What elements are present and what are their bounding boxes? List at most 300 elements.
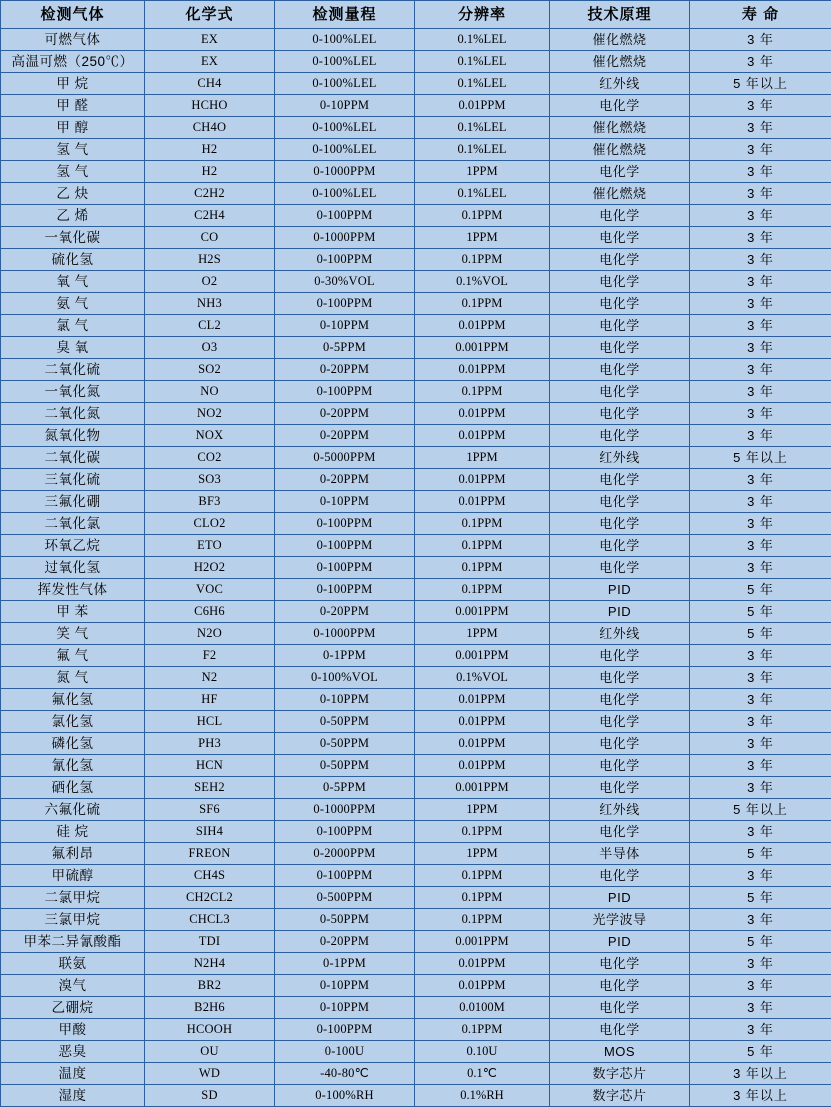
cell-resolution: 0.10U [415, 1041, 550, 1063]
cell-resolution: 0.1PPM [415, 1019, 550, 1041]
cell-formula: CH4O [145, 117, 275, 139]
cell-range: 0-100PPM [275, 535, 415, 557]
cell-resolution: 0.001PPM [415, 337, 550, 359]
cell-formula: ETO [145, 535, 275, 557]
cell-range: 0-5PPM [275, 777, 415, 799]
table-row [1, 205, 831, 227]
cell-lifetime: 5 年以上 [690, 799, 831, 821]
cell-range: 0-20PPM [275, 359, 415, 381]
cell-range: 0-100%LEL [275, 73, 415, 95]
cell-formula: N2H4 [145, 953, 275, 975]
cell-lifetime: 3 年 [690, 403, 831, 425]
cell-resolution: 1PPM [415, 623, 550, 645]
cell-lifetime: 5 年 [690, 623, 831, 645]
cell-lifetime: 3 年 [690, 425, 831, 447]
cell-gas: 二氧化氮 [1, 403, 145, 425]
cell-resolution: 0.1PPM [415, 579, 550, 601]
cell-lifetime: 3 年 [690, 337, 831, 359]
cell-range: 0-1000PPM [275, 799, 415, 821]
cell-formula: H2S [145, 249, 275, 271]
cell-gas: 二氧化碳 [1, 447, 145, 469]
cell-principle: 光学波导 [550, 909, 690, 931]
table-row [1, 293, 831, 315]
cell-gas: 甲 烷 [1, 73, 145, 95]
cell-principle: 红外线 [550, 447, 690, 469]
cell-lifetime: 5 年 [690, 579, 831, 601]
cell-gas: 过氧化氢 [1, 557, 145, 579]
cell-gas: 溴气 [1, 975, 145, 997]
cell-gas: 氟化氢 [1, 689, 145, 711]
cell-principle: 电化学 [550, 953, 690, 975]
table-header-row [1, 1, 831, 29]
cell-resolution: 1PPM [415, 447, 550, 469]
cell-range: 0-1PPM [275, 645, 415, 667]
cell-formula: CH2CL2 [145, 887, 275, 909]
cell-principle: 电化学 [550, 293, 690, 315]
cell-lifetime: 3 年 [690, 227, 831, 249]
cell-gas: 湿度 [1, 1085, 145, 1107]
cell-principle: PID [550, 579, 690, 601]
cell-range: 0-10PPM [275, 975, 415, 997]
cell-range: 0-20PPM [275, 425, 415, 447]
cell-principle: PID [550, 601, 690, 623]
cell-resolution: 0.1%LEL [415, 51, 550, 73]
cell-formula: C6H6 [145, 601, 275, 623]
column-header-resolution: 分辨率 [415, 1, 550, 29]
cell-lifetime: 5 年 [690, 843, 831, 865]
cell-formula: EX [145, 51, 275, 73]
cell-lifetime: 3 年 [690, 271, 831, 293]
cell-formula: HCHO [145, 95, 275, 117]
cell-principle: 电化学 [550, 227, 690, 249]
cell-gas: 一氧化氮 [1, 381, 145, 403]
cell-lifetime: 3 年 [690, 381, 831, 403]
cell-range: 0-100PPM [275, 1019, 415, 1041]
table-row [1, 557, 831, 579]
cell-gas: 三氧化硫 [1, 469, 145, 491]
cell-range: 0-50PPM [275, 755, 415, 777]
cell-range: 0-20PPM [275, 403, 415, 425]
cell-principle: 电化学 [550, 1019, 690, 1041]
cell-range: 0-100U [275, 1041, 415, 1063]
cell-lifetime: 3 年 [690, 491, 831, 513]
cell-lifetime: 3 年 [690, 359, 831, 381]
cell-resolution: 0.1PPM [415, 821, 550, 843]
table-row [1, 139, 831, 161]
cell-range: 0-100%LEL [275, 29, 415, 51]
cell-range: 0-1000PPM [275, 623, 415, 645]
cell-range: 0-100%LEL [275, 51, 415, 73]
cell-resolution: 0.001PPM [415, 601, 550, 623]
column-header-lifetime: 寿 命 [690, 1, 831, 29]
cell-principle: 电化学 [550, 381, 690, 403]
cell-formula: SF6 [145, 799, 275, 821]
cell-resolution: 0.01PPM [415, 733, 550, 755]
cell-lifetime: 3 年 [690, 139, 831, 161]
cell-formula: H2O2 [145, 557, 275, 579]
cell-resolution: 1PPM [415, 227, 550, 249]
column-header-principle: 技术原理 [550, 1, 690, 29]
cell-resolution: 1PPM [415, 843, 550, 865]
cell-resolution: 0.1%LEL [415, 73, 550, 95]
cell-formula: HF [145, 689, 275, 711]
cell-principle: 红外线 [550, 73, 690, 95]
cell-gas: 挥发性气体 [1, 579, 145, 601]
cell-resolution: 0.1℃ [415, 1063, 550, 1085]
cell-range: 0-100PPM [275, 865, 415, 887]
cell-resolution: 0.1PPM [415, 887, 550, 909]
cell-resolution: 0.1PPM [415, 865, 550, 887]
cell-resolution: 0.1%LEL [415, 117, 550, 139]
table-row [1, 711, 831, 733]
cell-formula: CO2 [145, 447, 275, 469]
cell-gas: 高温可燃（250℃） [1, 51, 145, 73]
cell-lifetime: 5 年以上 [690, 447, 831, 469]
cell-formula: CH4 [145, 73, 275, 95]
cell-formula: CL2 [145, 315, 275, 337]
table-row [1, 337, 831, 359]
cell-lifetime: 3 年 [690, 513, 831, 535]
cell-formula: BF3 [145, 491, 275, 513]
cell-gas: 甲苯二异氰酸酯 [1, 931, 145, 953]
cell-principle: 催化燃烧 [550, 29, 690, 51]
cell-range: 0-20PPM [275, 931, 415, 953]
cell-range: 0-10PPM [275, 997, 415, 1019]
table-row [1, 359, 831, 381]
cell-range: 0-100%LEL [275, 117, 415, 139]
cell-principle: 电化学 [550, 403, 690, 425]
cell-lifetime: 3 年 [690, 535, 831, 557]
table-row [1, 689, 831, 711]
table-row [1, 887, 831, 909]
cell-resolution: 0.01PPM [415, 953, 550, 975]
cell-formula: O3 [145, 337, 275, 359]
cell-gas: 甲硫醇 [1, 865, 145, 887]
table-row [1, 447, 831, 469]
table-row [1, 315, 831, 337]
cell-range: 0-50PPM [275, 733, 415, 755]
cell-gas: 一氧化碳 [1, 227, 145, 249]
cell-lifetime: 5 年 [690, 887, 831, 909]
cell-principle: 催化燃烧 [550, 51, 690, 73]
cell-range: 0-100%LEL [275, 139, 415, 161]
cell-gas: 氰化氢 [1, 755, 145, 777]
cell-formula: N2 [145, 667, 275, 689]
cell-lifetime: 3 年 [690, 645, 831, 667]
cell-principle: 半导体 [550, 843, 690, 865]
cell-range: 0-100%VOL [275, 667, 415, 689]
cell-gas: 乙 烯 [1, 205, 145, 227]
cell-gas: 氢 气 [1, 139, 145, 161]
cell-resolution: 0.1PPM [415, 535, 550, 557]
cell-resolution: 0.1%LEL [415, 139, 550, 161]
cell-principle: 电化学 [550, 337, 690, 359]
cell-range: 0-100PPM [275, 249, 415, 271]
cell-formula: CHCL3 [145, 909, 275, 931]
cell-lifetime: 3 年 [690, 29, 831, 51]
cell-formula: N2O [145, 623, 275, 645]
cell-principle: 红外线 [550, 799, 690, 821]
cell-formula: HCL [145, 711, 275, 733]
column-header-formula: 化学式 [145, 1, 275, 29]
cell-principle: 电化学 [550, 733, 690, 755]
cell-resolution: 0.001PPM [415, 931, 550, 953]
cell-lifetime: 3 年 [690, 997, 831, 1019]
cell-gas: 二氧化硫 [1, 359, 145, 381]
cell-gas: 联氨 [1, 953, 145, 975]
cell-lifetime: 3 年 [690, 1019, 831, 1041]
cell-formula: OU [145, 1041, 275, 1063]
cell-range: 0-5000PPM [275, 447, 415, 469]
table-row [1, 799, 831, 821]
cell-formula: WD [145, 1063, 275, 1085]
cell-formula: NOX [145, 425, 275, 447]
cell-lifetime: 3 年 [690, 865, 831, 887]
cell-principle: MOS [550, 1041, 690, 1063]
cell-formula: C2H2 [145, 183, 275, 205]
cell-lifetime: 3 年 [690, 953, 831, 975]
cell-principle: 电化学 [550, 425, 690, 447]
cell-range: 0-100%LEL [275, 183, 415, 205]
table-row [1, 997, 831, 1019]
cell-gas: 硅 烷 [1, 821, 145, 843]
cell-resolution: 0.01PPM [415, 755, 550, 777]
cell-range: 0-10PPM [275, 491, 415, 513]
cell-resolution: 1PPM [415, 161, 550, 183]
table-row [1, 975, 831, 997]
cell-gas: 硒化氢 [1, 777, 145, 799]
cell-resolution: 0.1PPM [415, 249, 550, 271]
cell-gas: 甲 苯 [1, 601, 145, 623]
cell-lifetime: 3 年 [690, 909, 831, 931]
cell-formula: SD [145, 1085, 275, 1107]
cell-resolution: 0.001PPM [415, 777, 550, 799]
cell-resolution: 0.1%LEL [415, 29, 550, 51]
cell-lifetime: 3 年以上 [690, 1085, 831, 1107]
cell-principle: 催化燃烧 [550, 139, 690, 161]
cell-formula: EX [145, 29, 275, 51]
cell-principle: 电化学 [550, 821, 690, 843]
cell-resolution: 0.1PPM [415, 381, 550, 403]
cell-resolution: 0.1PPM [415, 513, 550, 535]
cell-gas: 氯化氢 [1, 711, 145, 733]
table-row [1, 667, 831, 689]
cell-range: 0-1000PPM [275, 227, 415, 249]
cell-range: 0-5PPM [275, 337, 415, 359]
cell-principle: 电化学 [550, 711, 690, 733]
cell-lifetime: 3 年 [690, 315, 831, 337]
cell-lifetime: 3 年 [690, 689, 831, 711]
cell-principle: 数字芯片 [550, 1063, 690, 1085]
column-header-gas: 检测气体 [1, 1, 145, 29]
cell-lifetime: 3 年 [690, 667, 831, 689]
table-row [1, 645, 831, 667]
table-row [1, 623, 831, 645]
cell-range: 0-20PPM [275, 469, 415, 491]
cell-lifetime: 5 年 [690, 1041, 831, 1063]
table-row [1, 1085, 831, 1107]
cell-principle: 电化学 [550, 205, 690, 227]
cell-gas: 氮氧化物 [1, 425, 145, 447]
cell-resolution: 0.01PPM [415, 469, 550, 491]
cell-resolution: 0.01PPM [415, 315, 550, 337]
cell-formula: O2 [145, 271, 275, 293]
cell-resolution: 0.0100M [415, 997, 550, 1019]
cell-lifetime: 3 年 [690, 117, 831, 139]
cell-range: 0-20PPM [275, 601, 415, 623]
cell-principle: 电化学 [550, 865, 690, 887]
cell-formula: NH3 [145, 293, 275, 315]
table-row [1, 1063, 831, 1085]
cell-formula: NO [145, 381, 275, 403]
cell-range: 0-10PPM [275, 315, 415, 337]
table-row [1, 865, 831, 887]
cell-gas: 氟利昂 [1, 843, 145, 865]
cell-formula: NO2 [145, 403, 275, 425]
cell-gas: 恶臭 [1, 1041, 145, 1063]
table-row [1, 535, 831, 557]
cell-principle: 电化学 [550, 777, 690, 799]
cell-gas: 甲 醇 [1, 117, 145, 139]
cell-principle: 电化学 [550, 249, 690, 271]
cell-range: 0-100PPM [275, 513, 415, 535]
cell-resolution: 0.1PPM [415, 293, 550, 315]
cell-resolution: 0.01PPM [415, 491, 550, 513]
cell-range: 0-2000PPM [275, 843, 415, 865]
cell-lifetime: 3 年 [690, 293, 831, 315]
cell-gas: 氧 气 [1, 271, 145, 293]
cell-resolution: 0.1%VOL [415, 667, 550, 689]
cell-resolution: 0.1PPM [415, 205, 550, 227]
cell-principle: 电化学 [550, 271, 690, 293]
table-row [1, 601, 831, 623]
cell-gas: 甲酸 [1, 1019, 145, 1041]
cell-principle: PID [550, 887, 690, 909]
table-row [1, 249, 831, 271]
cell-gas: 环氧乙烷 [1, 535, 145, 557]
cell-lifetime: 3 年 [690, 51, 831, 73]
cell-principle: 电化学 [550, 645, 690, 667]
table-row [1, 117, 831, 139]
cell-gas: 臭 氧 [1, 337, 145, 359]
cell-lifetime: 3 年 [690, 755, 831, 777]
cell-gas: 可燃气体 [1, 29, 145, 51]
table-row [1, 381, 831, 403]
cell-gas: 三氯甲烷 [1, 909, 145, 931]
cell-formula: F2 [145, 645, 275, 667]
cell-principle: 电化学 [550, 975, 690, 997]
cell-principle: 电化学 [550, 689, 690, 711]
cell-formula: CH4S [145, 865, 275, 887]
cell-range: 0-100%RH [275, 1085, 415, 1107]
cell-gas: 三氟化硼 [1, 491, 145, 513]
cell-range: 0-10PPM [275, 689, 415, 711]
cell-range: 0-100PPM [275, 579, 415, 601]
cell-resolution: 0.01PPM [415, 975, 550, 997]
cell-principle: 电化学 [550, 557, 690, 579]
cell-gas: 六氟化硫 [1, 799, 145, 821]
cell-lifetime: 3 年 [690, 777, 831, 799]
table-row [1, 953, 831, 975]
cell-gas: 乙 炔 [1, 183, 145, 205]
table-row [1, 931, 831, 953]
cell-range: 0-100PPM [275, 381, 415, 403]
table-row [1, 513, 831, 535]
table-row [1, 403, 831, 425]
cell-formula: HCOOH [145, 1019, 275, 1041]
cell-resolution: 0.01PPM [415, 95, 550, 117]
cell-range: 0-1PPM [275, 953, 415, 975]
cell-principle: PID [550, 931, 690, 953]
cell-gas: 氨 气 [1, 293, 145, 315]
cell-formula: C2H4 [145, 205, 275, 227]
cell-principle: 数字芯片 [550, 1085, 690, 1107]
cell-principle: 电化学 [550, 667, 690, 689]
cell-resolution: 0.1PPM [415, 557, 550, 579]
cell-formula: SEH2 [145, 777, 275, 799]
cell-gas: 笑 气 [1, 623, 145, 645]
table-row [1, 469, 831, 491]
cell-lifetime: 3 年 [690, 711, 831, 733]
cell-lifetime: 3 年 [690, 469, 831, 491]
cell-lifetime: 3 年 [690, 975, 831, 997]
table-row [1, 183, 831, 205]
cell-formula: BR2 [145, 975, 275, 997]
cell-formula: PH3 [145, 733, 275, 755]
column-header-range: 检测量程 [275, 1, 415, 29]
table-row [1, 95, 831, 117]
cell-formula: FREON [145, 843, 275, 865]
cell-resolution: 0.1%VOL [415, 271, 550, 293]
cell-gas: 乙硼烷 [1, 997, 145, 1019]
cell-gas: 甲 醛 [1, 95, 145, 117]
table-row [1, 227, 831, 249]
cell-resolution: 0.1%RH [415, 1085, 550, 1107]
cell-range: 0-10PPM [275, 95, 415, 117]
table-row [1, 161, 831, 183]
cell-range: 0-100PPM [275, 205, 415, 227]
cell-range: 0-100PPM [275, 293, 415, 315]
table-row [1, 51, 831, 73]
cell-principle: 电化学 [550, 535, 690, 557]
cell-lifetime: 5 年 [690, 931, 831, 953]
cell-principle: 电化学 [550, 469, 690, 491]
cell-formula: SO2 [145, 359, 275, 381]
cell-formula: VOC [145, 579, 275, 601]
cell-lifetime: 3 年 [690, 249, 831, 271]
cell-formula: CLO2 [145, 513, 275, 535]
table-row [1, 425, 831, 447]
cell-principle: 电化学 [550, 755, 690, 777]
table-row [1, 755, 831, 777]
cell-gas: 温度 [1, 1063, 145, 1085]
cell-gas: 氟 气 [1, 645, 145, 667]
table-row [1, 73, 831, 95]
cell-formula: H2 [145, 161, 275, 183]
cell-range: 0-1000PPM [275, 161, 415, 183]
cell-lifetime: 5 年以上 [690, 73, 831, 95]
cell-range: 0-100PPM [275, 557, 415, 579]
cell-resolution: 0.1%LEL [415, 183, 550, 205]
table-row [1, 777, 831, 799]
cell-formula: HCN [145, 755, 275, 777]
cell-gas: 磷化氢 [1, 733, 145, 755]
cell-formula: SO3 [145, 469, 275, 491]
cell-principle: 催化燃烧 [550, 117, 690, 139]
cell-lifetime: 3 年 [690, 205, 831, 227]
table-row [1, 579, 831, 601]
cell-principle: 电化学 [550, 315, 690, 337]
